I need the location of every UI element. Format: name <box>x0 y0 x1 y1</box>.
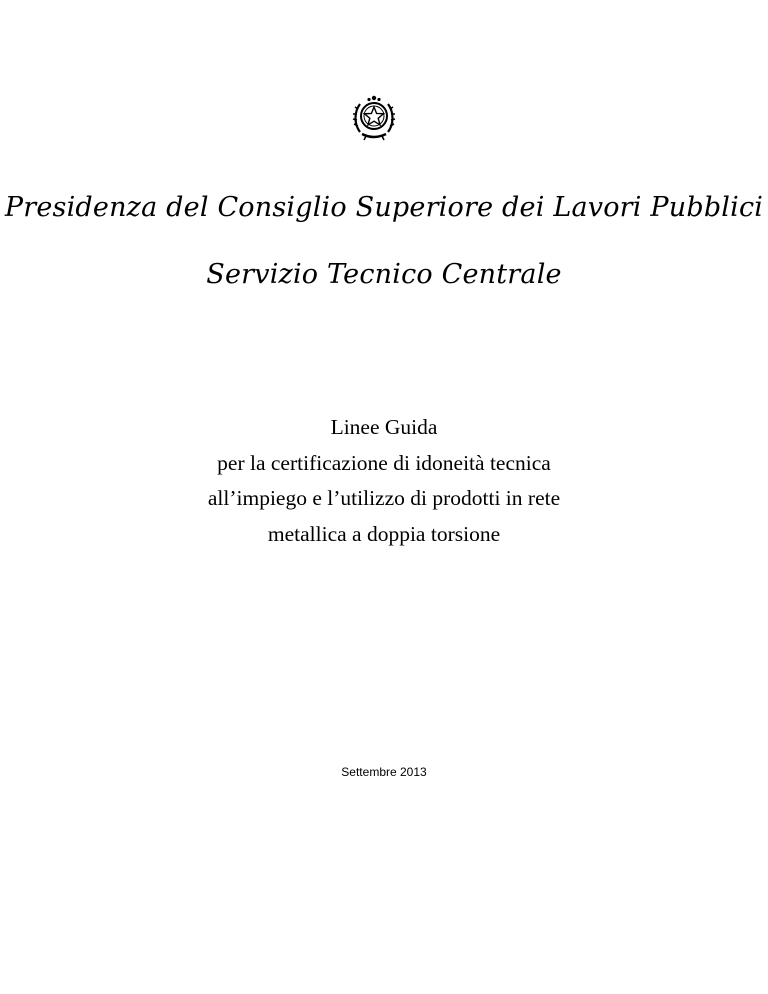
italian-republic-emblem-icon <box>350 92 398 142</box>
document-title <box>0 410 768 552</box>
title-line-4: metallica a doppia torsione <box>267 521 501 546</box>
publication-date: Settembre 2013 <box>341 765 427 779</box>
title-line-3: all’impiego e l’utilizzo di prodotti in rete <box>207 486 561 510</box>
institution-name: Presidenza del Consiglio Superiore dei Lavori Pubblici <box>4 192 764 223</box>
department-name: Servizio Tecnico Centrale <box>206 259 562 290</box>
title-line-1: Linee Guida <box>330 415 438 439</box>
title-line-2: per la certificazione di idoneità tecnica <box>217 450 551 475</box>
